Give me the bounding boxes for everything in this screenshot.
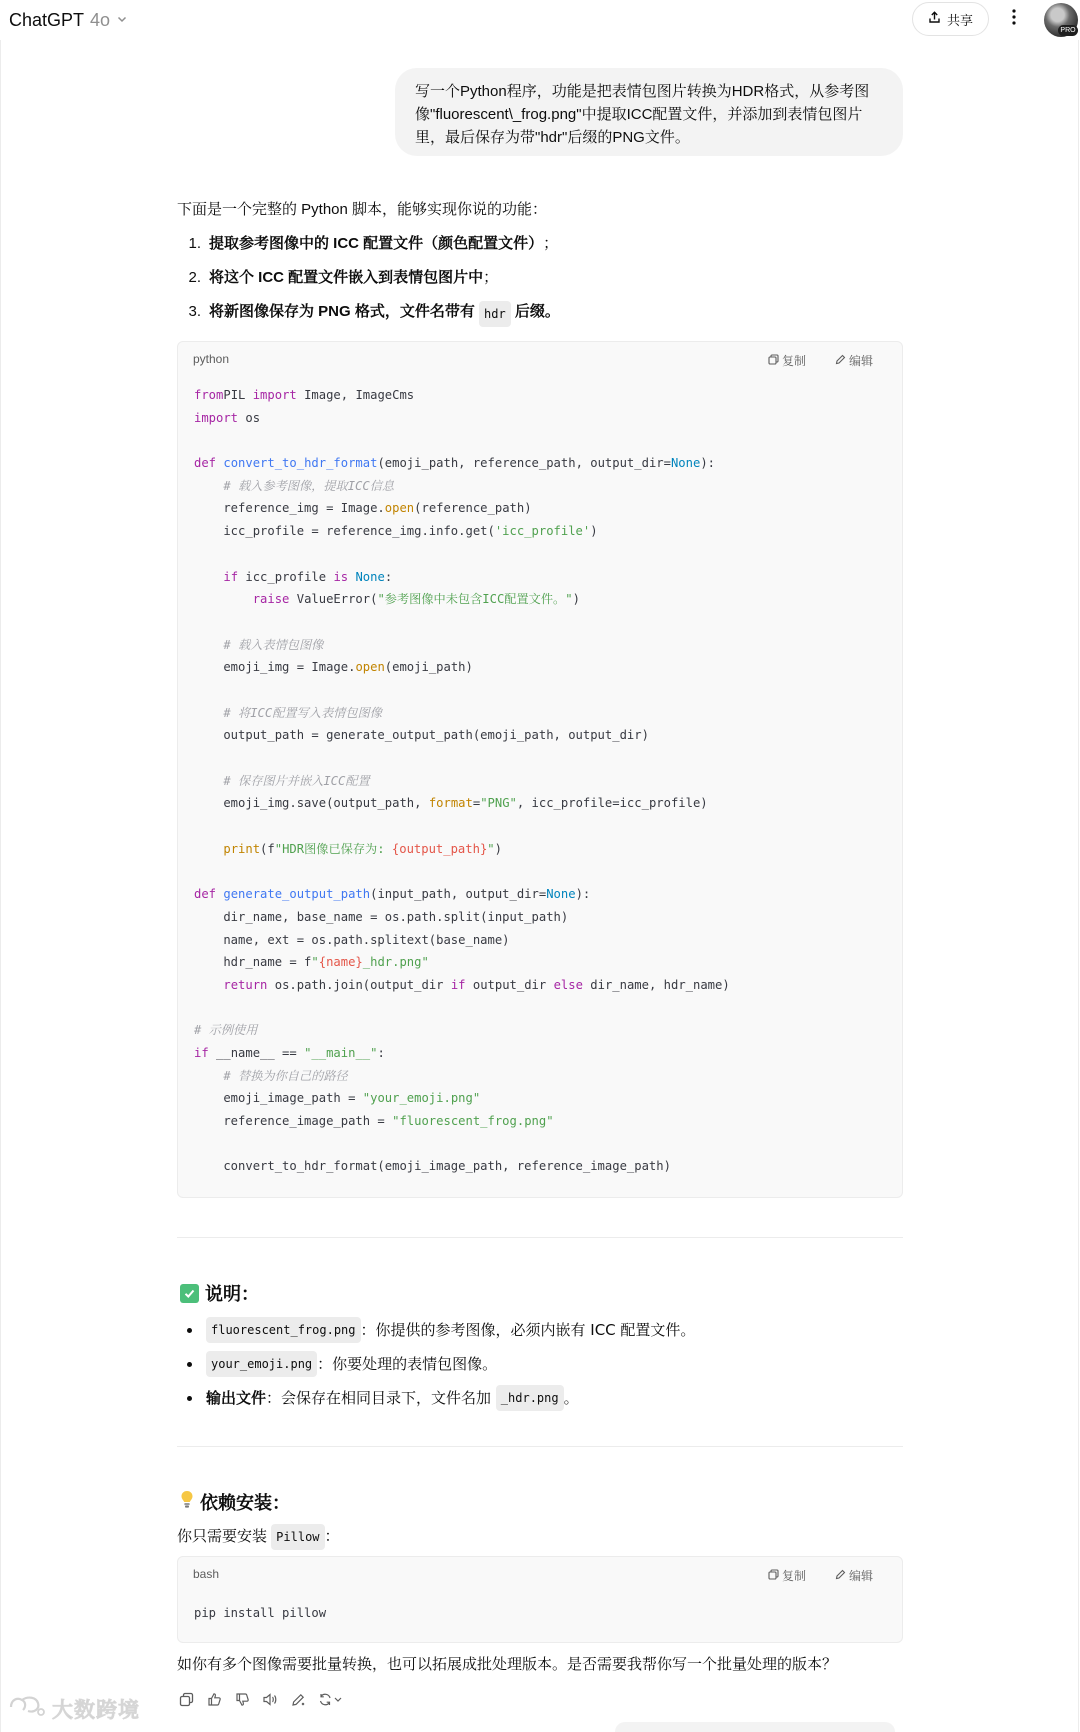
copy-label: 复制 <box>782 354 807 368</box>
pro-badge: PRO <box>1058 25 1078 36</box>
deps-paragraph <box>177 1524 903 1550</box>
notes-heading-text: 说明： <box>205 1284 259 1305</box>
chevron-down-icon <box>116 10 128 30</box>
check-mark-icon <box>180 1284 199 1303</box>
share-icon <box>928 11 941 28</box>
share-button[interactable] <box>912 2 989 36</box>
edit-label: 编辑 <box>849 1569 874 1583</box>
code-line <box>194 815 886 838</box>
edit-icon <box>835 354 846 368</box>
code-language: bash <box>193 1567 220 1581</box>
user-message-bubble <box>395 68 903 156</box>
watermark <box>8 1694 140 1724</box>
list-item <box>177 301 560 327</box>
share-label: 共享 <box>946 13 973 29</box>
list-text: ：你要处理的表情包图像。 <box>317 1355 498 1373</box>
code-line <box>194 429 886 452</box>
bullet-dot <box>187 1396 192 1401</box>
list-item <box>177 267 498 289</box>
code-line: reference_img = Image.open(reference_path) <box>194 501 532 516</box>
code-line: def generate_output_path(input_path, output_dir=None): <box>194 887 591 902</box>
code-line: reference_image_path = "fluorescent_frog.png" <box>194 1114 554 1128</box>
model-version: 4o <box>90 9 111 30</box>
code-line: def convert_to_hdr_format(emoji_path, reference_path, output_dir=None): <box>194 456 715 471</box>
code-block-python <box>177 341 903 1198</box>
watermark-logo-icon <box>8 1694 48 1724</box>
bullet-dot <box>187 1362 192 1367</box>
top-bar <box>0 0 1080 40</box>
list-item <box>187 1351 497 1377</box>
code-line: print(f"HDR图像已保存为: {output_path}") <box>223 841 502 856</box>
list-item <box>187 1385 579 1411</box>
regenerate-icon[interactable] <box>317 1690 345 1708</box>
code-line <box>194 543 886 566</box>
user-message-text: 写一个Python程序，功能是把表情包图片转换为HDR格式，从参考图像"fluorescent\_frog.png"中提取ICC配置文件，并添加到表情包图片里，最后保存为带"hdr"后缀的PNG文件。 <box>415 83 870 146</box>
code-line: pip install pillow <box>194 1606 327 1620</box>
thumbs-up-icon[interactable] <box>205 1690 223 1708</box>
code-line: emoji_img = Image.open(emoji_path) <box>194 660 473 675</box>
code-block-header <box>178 342 902 376</box>
code-line <box>194 860 886 883</box>
inline-code: fluorescent_frog.png <box>206 1317 361 1343</box>
speaker-icon[interactable] <box>261 1690 279 1708</box>
code-line: # 将ICC配置写入表情包图像 <box>223 705 382 720</box>
code-line: if icc_profile is None: <box>223 569 393 584</box>
code-block-bash <box>177 1556 903 1643</box>
list-text: 提取参考图像中的 ICC 配置文件（颜色配置文件） <box>209 235 544 252</box>
list-number: 1. <box>188 235 201 252</box>
copy-code-button[interactable] <box>768 1567 806 1584</box>
code-line: # 载入参考图像，提取ICC信息 <box>223 478 395 493</box>
copy-code-button[interactable] <box>768 352 806 369</box>
inline-code: _hdr.png <box>496 1385 564 1411</box>
deps-text: 你只需要安装 <box>177 1528 272 1545</box>
more-options-button[interactable] <box>1006 6 1022 32</box>
assistant-intro: 下面是一个完整的 Python 脚本，能够实现你说的功能： <box>177 201 548 218</box>
steps-list <box>177 233 903 333</box>
code-line: dir_name, base_name = os.path.split(input_path) <box>194 909 569 924</box>
edit-icon <box>835 1569 846 1583</box>
deps-tail: ： <box>324 1528 340 1545</box>
code-line <box>194 997 886 1020</box>
divider <box>177 1237 903 1238</box>
edit-canvas-icon[interactable] <box>289 1690 307 1708</box>
composer-hint[interactable] <box>615 1722 895 1732</box>
code-block-header <box>178 1557 902 1591</box>
bullet-dot <box>187 1328 192 1333</box>
code-line: raise ValueError("参考图像中未包含ICC配置文件。") <box>252 592 580 607</box>
edit-code-button[interactable] <box>835 1567 873 1584</box>
code-line: # 替换为你自己的路径 <box>223 1068 348 1083</box>
list-item <box>177 233 558 255</box>
message-actions <box>177 1690 345 1708</box>
code-line: hdr_name = f"{name}_hdr.png" <box>194 955 429 970</box>
list-text: 将新图像保存为 PNG 格式，文件名带有 <box>209 303 480 320</box>
code-line <box>194 1133 886 1156</box>
list-text: 将这个 ICC 配置文件嵌入到表情包图片中 <box>209 269 484 286</box>
code-line <box>194 747 886 770</box>
copy-icon <box>768 1569 779 1583</box>
list-text: ：会保存在相同目录下，文件名加 <box>266 1389 496 1407</box>
deps-heading <box>180 1489 290 1515</box>
copy-icon[interactable] <box>177 1690 195 1708</box>
list-tail: ； <box>483 269 499 286</box>
code-line: import os <box>194 410 261 425</box>
list-number: 2. <box>188 269 201 286</box>
inline-code: Pillow <box>271 1524 324 1550</box>
code-line <box>194 611 886 634</box>
watermark-text: 大数跨境 <box>52 1699 140 1722</box>
list-tail: 。 <box>563 1389 579 1407</box>
code-content <box>178 376 902 1178</box>
notes-heading <box>180 1280 259 1306</box>
list-text: ：你提供的参考图像，必须内嵌有 ICC 配置文件。 <box>360 1321 696 1339</box>
code-line: # 载入表情包图像 <box>223 637 324 652</box>
code-line: name, ext = os.path.splitext(base_name) <box>194 932 510 947</box>
lightbulb-icon <box>180 1490 194 1514</box>
code-line: if __name__ == "__main__": <box>194 1045 385 1060</box>
list-text: 后缀。 <box>510 303 560 320</box>
copy-icon <box>768 354 779 368</box>
code-language: python <box>193 352 230 366</box>
edit-code-button[interactable] <box>835 352 873 369</box>
list-bold: 输出文件 <box>206 1389 267 1407</box>
code-line: emoji_image_path = "your_emoji.png" <box>194 1091 481 1106</box>
thumbs-down-icon[interactable] <box>233 1690 251 1708</box>
code-line: emoji_img.save(output_path, format="PNG", icc_profile=icc_profile) <box>194 796 708 811</box>
list-number: 3. <box>188 303 201 320</box>
code-line: convert_to_hdr_format(emoji_image_path, reference_image_path) <box>194 1159 671 1174</box>
code-line: # 示例使用 <box>194 1023 258 1038</box>
divider <box>177 1446 903 1447</box>
model-selector[interactable] <box>9 8 128 32</box>
code-line: # 保存图片并嵌入ICC配置 <box>223 773 370 788</box>
deps-heading-text: 依赖安装： <box>200 1493 290 1514</box>
inline-code: your_emoji.png <box>206 1351 317 1377</box>
more-vertical-icon <box>1012 9 1016 29</box>
assistant-closing: 如你有多个图像需要批量转换，也可以拓展成批处理版本。是否需要我帮你写一个批量处理的版本？ <box>177 1656 838 1673</box>
code-line: return os.path.join(output_dir if output_dir else dir_name, hdr_name) <box>223 977 730 992</box>
copy-label: 复制 <box>782 1569 807 1583</box>
model-name: ChatGPT <box>9 9 85 30</box>
code-line <box>194 679 886 702</box>
edit-label: 编辑 <box>849 354 874 368</box>
code-line: fromPIL import Image, ImageCms <box>194 388 415 402</box>
code-line: output_path = generate_output_path(emoji_path, output_dir) <box>194 728 649 743</box>
list-item <box>187 1317 695 1343</box>
inline-code: hdr <box>479 301 511 327</box>
list-tail: ； <box>543 235 559 252</box>
code-line: icc_profile = reference_img.info.get('icc_profile') <box>194 524 598 539</box>
code-content <box>178 1591 902 1625</box>
